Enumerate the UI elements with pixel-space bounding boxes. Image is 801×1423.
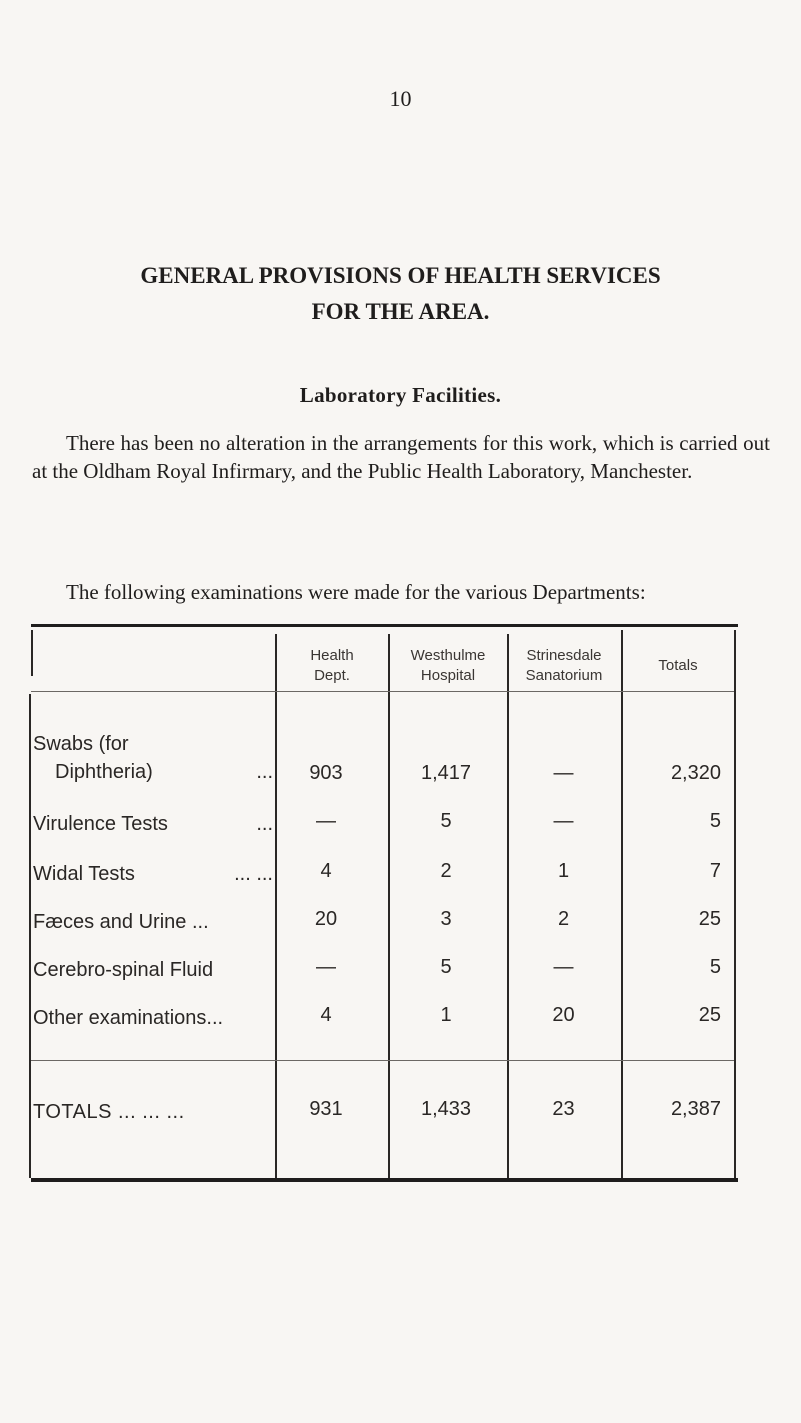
- row-faeces-label: Fæces and Urine ...: [33, 911, 209, 933]
- title-line-2: FOR THE AREA.: [311, 299, 490, 324]
- row-other-label: Other examinations...: [33, 1007, 224, 1029]
- header-health-dept: [279, 646, 385, 686]
- row-widal-strinesdale: 1: [557, 860, 570, 882]
- row-totals-health: 931: [309, 1098, 343, 1120]
- table-top-rule: [31, 624, 738, 627]
- examinations-intro: The following examinations were made for the various Departments:: [66, 580, 646, 604]
- row-swabs-health: 903: [309, 762, 343, 784]
- table-bottom-rule: [31, 1178, 738, 1182]
- intro-paragraph: There has been no alteration in the arrangements for this work, which is carried out at the Oldham Royal Infirmary, and the Public Health Laboratory, Manchester.: [32, 431, 770, 483]
- row-other-totals: 25: [698, 1004, 721, 1026]
- row-swabs-label-line1: Swabs (for: [33, 733, 129, 755]
- col-divider-1: [275, 634, 277, 1178]
- col-divider-3: [507, 634, 509, 1178]
- col-divider-4: [621, 630, 623, 1178]
- row-swabs-label-line2: Diphtheria) ...: [55, 761, 273, 783]
- header-rule: [31, 691, 734, 692]
- row-widal-label: Widal Tests ... ...: [33, 863, 273, 885]
- row-cerebro-strinesdale: —: [553, 956, 574, 978]
- row-virulence-totals: 5: [709, 810, 721, 832]
- table-left-border: [29, 694, 31, 1178]
- header-strinesdale-line1: Strinesdale: [526, 647, 602, 664]
- row-swabs-westhulme: 1,417: [420, 762, 472, 784]
- row-virulence-strinesdale: —: [553, 810, 574, 832]
- header-strinesdale-line2: Sanatorium: [525, 667, 603, 684]
- row-virulence-westhulme: 5: [440, 810, 452, 832]
- header-health-line1: Health: [310, 647, 354, 664]
- header-health-line2: Dept.: [314, 667, 350, 684]
- header-left-border: [31, 630, 33, 676]
- totals-rule: [31, 1060, 734, 1061]
- row-widal-westhulme: 2: [440, 860, 452, 882]
- header-westhulme-line1: Westhulme: [410, 647, 486, 664]
- row-faeces-strinesdale: 2: [557, 908, 570, 930]
- row-cerebro-westhulme: 5: [440, 956, 452, 978]
- row-swabs-label: [33, 730, 273, 786]
- page-title: [0, 258, 801, 330]
- row-faeces-totals: 25: [698, 908, 721, 930]
- col-divider-2: [388, 634, 390, 1178]
- header-totals: Totals: [658, 657, 698, 674]
- header-westhulme: [392, 646, 504, 686]
- row-totals-label: TOTALS ... ... ...: [33, 1101, 185, 1123]
- row-faeces-westhulme: 3: [440, 908, 452, 930]
- table-right-border: [734, 630, 736, 1178]
- row-swabs-totals: 2,320: [670, 762, 721, 784]
- header-strinesdale: [511, 646, 617, 686]
- row-other-westhulme: 1: [440, 1004, 452, 1026]
- row-totals-westhulme: 1,433: [420, 1098, 472, 1120]
- row-swabs-strinesdale: —: [553, 762, 574, 784]
- row-cerebro-totals: 5: [709, 956, 721, 978]
- page-number: 10: [389, 86, 412, 111]
- row-virulence-health: —: [316, 810, 336, 832]
- row-other-strinesdale: 20: [552, 1004, 575, 1026]
- row-faeces-health: 20: [314, 908, 338, 930]
- row-other-health: 4: [320, 1004, 332, 1026]
- row-virulence-label: Virulence Tests ...: [33, 813, 273, 835]
- row-widal-totals: 7: [709, 860, 721, 882]
- examinations-table: [31, 624, 738, 1182]
- row-cerebro-health: —: [316, 956, 336, 978]
- section-title: Laboratory Facilities.: [299, 383, 502, 407]
- row-cerebro-label: Cerebro-spinal Fluid: [33, 959, 214, 981]
- header-westhulme-line2: Hospital: [420, 667, 476, 684]
- row-widal-health: 4: [320, 860, 332, 882]
- title-line-1: GENERAL PROVISIONS OF HEALTH SERVICES: [140, 263, 661, 288]
- row-totals-totals: 2,387: [670, 1098, 721, 1120]
- row-totals-strinesdale: 23: [552, 1098, 575, 1120]
